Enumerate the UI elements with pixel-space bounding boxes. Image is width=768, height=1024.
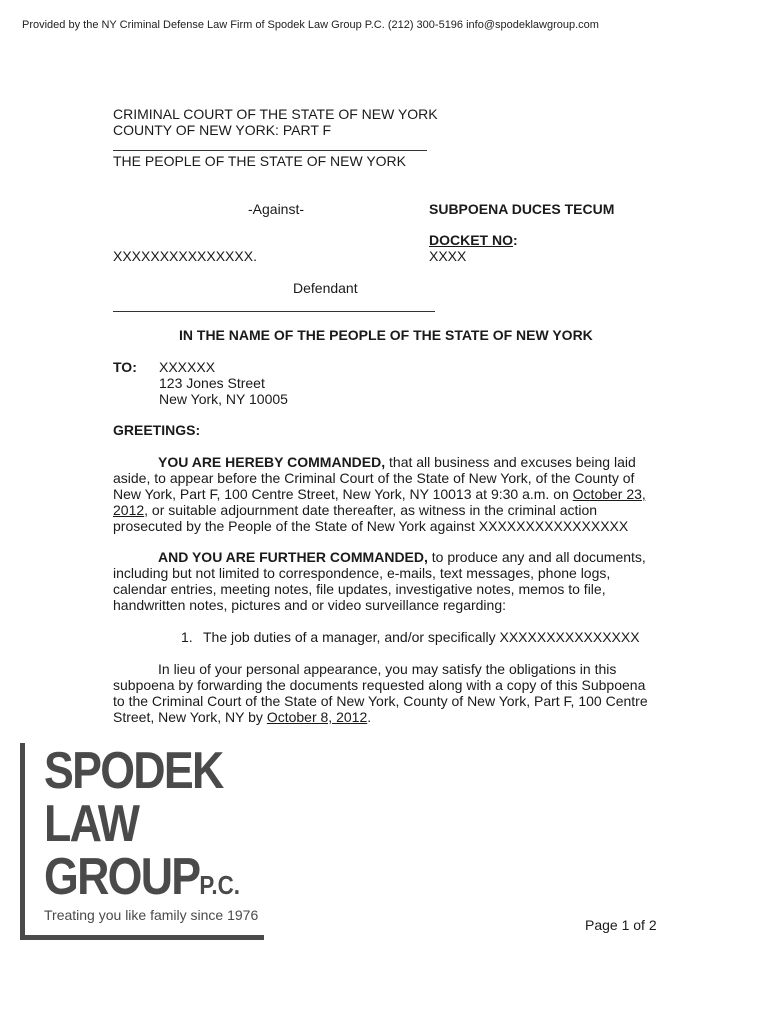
further-command-paragraph [113, 549, 658, 613]
logo-tagline: Treating you like family since 1976 [44, 907, 259, 923]
defendant-name: XXXXXXXXXXXXXXX. [113, 248, 257, 264]
page-number: Page 1 of 2 [585, 917, 657, 933]
in-lieu-paragraph [113, 661, 658, 725]
logo-group-text: GROUP [44, 848, 200, 906]
logo-word-spodek: SPODEK [44, 742, 223, 800]
further-command-bold: AND YOU ARE FURTHER COMMANDED, [158, 549, 428, 565]
people-heading: IN THE NAME OF THE PEOPLE OF THE STATE OF NEW YORK [179, 327, 593, 343]
logo-bracket-horizontal [20, 935, 264, 940]
command-bold: YOU ARE HEREBY COMMANDED, [158, 454, 386, 470]
command-text-b: , or suitable adjournment date thereafter, as witness in the criminal action prosecuted by the People of the State of New York against XXXXXXXXXXXXXXXX [113, 502, 629, 534]
docket-label-text: DOCKET NO [429, 232, 513, 248]
addressee-city: New York, NY 10005 [159, 391, 288, 407]
court-name: CRIMINAL COURT OF THE STATE OF NEW YORK [113, 106, 438, 122]
list-item-text: The job duties of a manager, and/or specifically XXXXXXXXXXXXXXX [203, 629, 640, 645]
subpoena-title: SUBPOENA DUCES TECUM [429, 201, 615, 217]
greetings-label: GREETINGS: [113, 422, 201, 438]
caption-rule-top [113, 150, 427, 151]
deadline-date: October 8, 2012 [266, 709, 368, 725]
docket-colon: : [513, 232, 518, 248]
to-label: TO: [113, 359, 137, 375]
command-text-a: that all business and excuses being laid aside, to appear before the Criminal Court of the State of New York, of the County of New York, Part F, 100 Centre Street, New York, NY 10013 at 9:30 a.m. on [113, 454, 636, 502]
in-lieu-text-b: . [367, 709, 372, 725]
logo-bracket-vertical [20, 743, 25, 940]
docket-label [429, 232, 518, 248]
logo-word-law: LAW [44, 795, 139, 853]
against-label: -Against- [248, 201, 305, 217]
court-county: COUNTY OF NEW YORK: PART F [113, 122, 332, 138]
command-paragraph [113, 454, 658, 534]
further-command-text: to produce any and all documents, including but not limited to correspondence, e-mails, text messages, phone logs, calendar entries, meeting notes, file updates, investigative notes, memos to file, handwritten notes, pictures and or video surveillance regarding: [113, 549, 646, 613]
list-item-number: 1. [181, 629, 193, 645]
provided-by-header: Provided by the NY Criminal Defense Law Firm of Spodek Law Group P.C. (212) 300-5196 info@spodeklawgroup.com [22, 19, 599, 31]
appearance-date: October 23, 2012 [113, 486, 646, 518]
in-lieu-text-a: In lieu of your personal appearance, you may satisfy the obligations in this subpoena by forwarding the documents requested along with a copy of this Subpoena to the Criminal Court of the State of New York, County of New York, Part F, 100 Centre Street, New York, NY by [113, 661, 648, 725]
addressee-street: 123 Jones Street [159, 375, 265, 391]
defendant-label: Defendant [293, 280, 358, 296]
docket-value: XXXX [429, 248, 467, 264]
logo-pc: P.C. [199, 870, 240, 900]
caption-rule-bottom [113, 311, 435, 312]
people-line: THE PEOPLE OF THE STATE OF NEW YORK [113, 153, 407, 169]
logo-word-group [44, 850, 240, 912]
addressee-name: XXXXXX [159, 359, 216, 375]
